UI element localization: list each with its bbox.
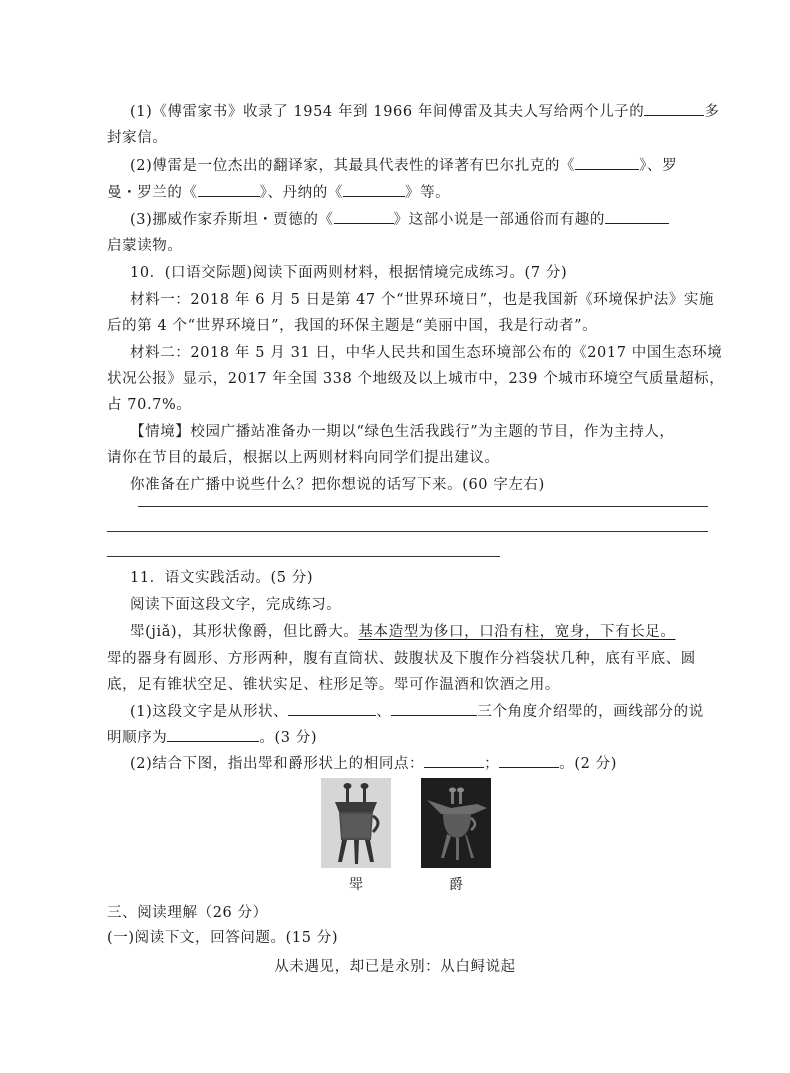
section3-title: 三、阅读理解（26 分） [107,905,268,921]
answer-blank[interactable] [575,155,639,170]
q9-item2-line2: 曼・罗兰的《 》、丹纳的《 》等。 [107,182,712,203]
q10-situation-line2: 请你在节目的最后，根据以上两则材料向同学们提出建议。 [107,450,500,466]
answer-blank[interactable] [391,701,477,716]
q11-sub1-line2: 明顺序为 。(3 分) [107,727,712,748]
q9-item1-line2: 封家信。 [107,130,168,146]
jia-vessel-image [321,778,391,868]
q10-prompt: 你准备在广播中说些什么？把你想说的话写下来。(60 字左右) [130,477,545,493]
q11-passage-line1: 斝(jiǎ)，其形状像爵，但比爵大。基本造型为侈口，口沿有柱，宽身，下有长足。 [130,624,676,640]
q10-situation-line1: 【情境】校园广播站准备办一期以“绿色生活我践行”为主题的节目，作为主持人， [130,424,675,440]
section3-part1-title: (一)阅读下文，回答问题。(15 分) [107,930,339,946]
q11-title: 11．语文实践活动。(5 分) [130,570,314,586]
q11-instruction: 阅读下面这段文字，完成练习。 [130,597,342,613]
answer-blank[interactable] [424,753,484,768]
q10-material2-line2: 状况公报》显示，2017 年全国 338 个地级及以上城市中，239 个城市环境空气质量超标， [107,371,725,387]
answer-blank[interactable] [167,727,259,742]
q9-item2-line1: (2)傅雷是一位杰出的翻译家，其最具代表性的译著有巴尔扎克的《 》、罗 [130,155,712,176]
underlined-sentence: 基本造型为侈口，口沿有柱，宽身，下有长足。 [358,624,676,640]
answer-blank[interactable] [198,182,260,197]
q10-material1-line1: 材料一：2018 年 6 月 5 日是第 47 个“世界环境日”，也是我国新《环境保护法》实施 [130,292,715,308]
q9-item1-line1: (1)《傅雷家书》收录了 1954 年到 1966 年间傅雷及其夫人写给两个儿子的 多 [130,101,712,122]
answer-writing-line[interactable] [138,506,708,507]
q11-sub1-line1: (1)这段文字是从形状、 、 三个角度介绍斝的，画线部分的说 [130,701,712,722]
answer-blank[interactable] [343,182,405,197]
q10-title: 10．(口语交际题)阅读下面两则材料，根据情境完成练习。(7 分) [130,265,568,281]
answer-writing-line[interactable] [107,531,708,532]
article-title: 从未遇见，却已是永别：从白鲟说起 [274,959,516,975]
answer-blank[interactable] [644,101,704,116]
answer-blank[interactable] [605,209,669,224]
q11-passage-line2: 斝的器身有圆形、方形两种，腹有直筒状、鼓腹状及下腹作分裆袋状几种，底有平底、圆 [107,651,696,667]
q11-sub2: (2)结合下图，指出斝和爵形状上的相同点： ； 。(2 分) [130,753,712,774]
q10-material2-line1: 材料二：2018 年 5 月 31 日，中华人民共和国生态环境部公布的《2017 中国生态环境 [130,345,723,361]
jue-vessel-image [421,778,491,868]
q11-passage-line3: 底，足有锥状空足、锥状实足、柱形足等。斝可作温酒和饮酒之用。 [107,677,560,693]
jia-caption: 斝 [349,877,363,893]
q9-item3-line2: 启蒙读物。 [107,238,183,254]
answer-writing-line[interactable] [107,556,500,557]
answer-blank[interactable] [499,753,559,768]
answer-blank[interactable] [288,701,376,716]
jue-caption: 爵 [449,877,463,893]
q10-material1-line2: 后的第 4 个“世界环境日”，我国的环保主题是“美丽中国，我是行动者”。 [107,318,598,334]
answer-blank[interactable] [334,209,394,224]
q9-item3-line1: (3)挪威作家乔斯坦・贾德的《 》这部小说是一部通俗而有趣的 [130,209,712,230]
q10-material2-line3: 占 70.7%。 [107,397,192,413]
